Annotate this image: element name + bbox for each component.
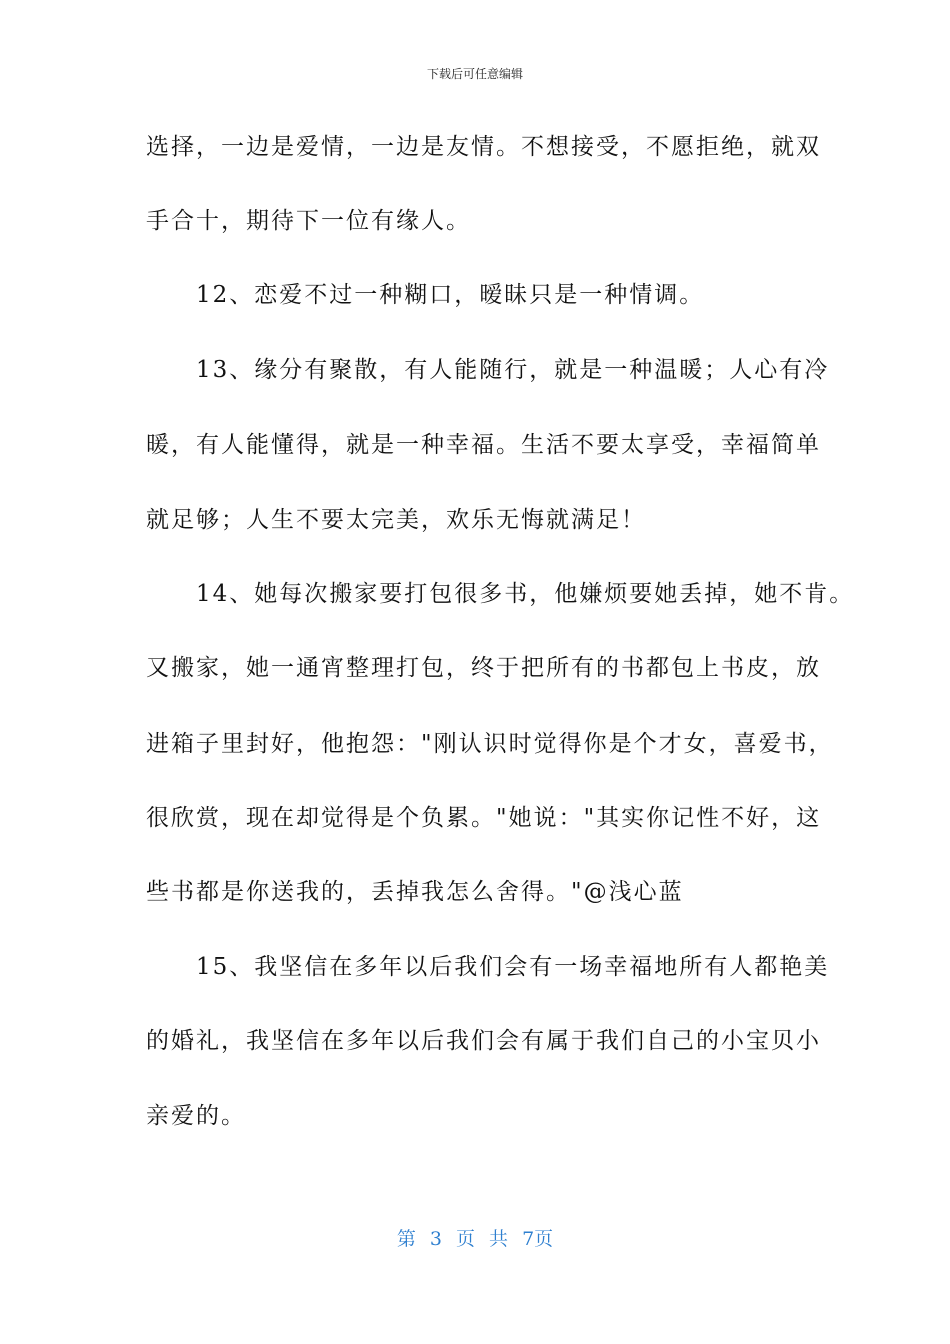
text-line: 15、我坚信在多年以后我们会有一场幸福地所有人都艳美 bbox=[146, 954, 830, 980]
page-number-footer: 第 3 页 共 7页 bbox=[396, 1228, 554, 1250]
text-line: 亲爱的。 bbox=[146, 1103, 246, 1129]
text-line: 14、她每次搬家要打包很多书，他嫌烦要她丢掉，她不肯。 bbox=[146, 581, 855, 607]
page-header: 下载后可任意编辑 bbox=[426, 67, 523, 81]
text-line: 些书都是你送我的，丢掉我怎么舍得。"@浅心蓝 bbox=[146, 879, 684, 905]
text-line: 12、恋爱不过一种糊口，暧昧只是一种情调。 bbox=[146, 282, 705, 308]
text-line: 又搬家，她一通宵整理打包，终于把所有的书都包上书皮，放 bbox=[146, 655, 821, 681]
text-line: 13、缘分有聚散，有人能随行，就是一种温暖；人心有冷 bbox=[146, 357, 830, 383]
text-line: 暖，有人能懂得，就是一种幸福。生活不要太享受，幸福简单 bbox=[146, 432, 821, 458]
text-line: 进箱子里封好，他抱怨："刚认识时觉得你是个才女，喜爱书， bbox=[146, 731, 834, 757]
text-line: 的婚礼，我坚信在多年以后我们会有属于我们自己的小宝贝小 bbox=[146, 1028, 821, 1054]
text-line: 手合十，期待下一位有缘人。 bbox=[146, 208, 471, 234]
text-line: 就足够；人生不要太完美，欢乐无悔就满足！ bbox=[146, 507, 646, 533]
text-line: 很欣赏，现在却觉得是个负累。"她说："其实你记性不好，这 bbox=[146, 805, 822, 831]
text-line: 选择，一边是爱情，一边是友情。不想接受，不愿拒绝，就双 bbox=[146, 134, 821, 160]
